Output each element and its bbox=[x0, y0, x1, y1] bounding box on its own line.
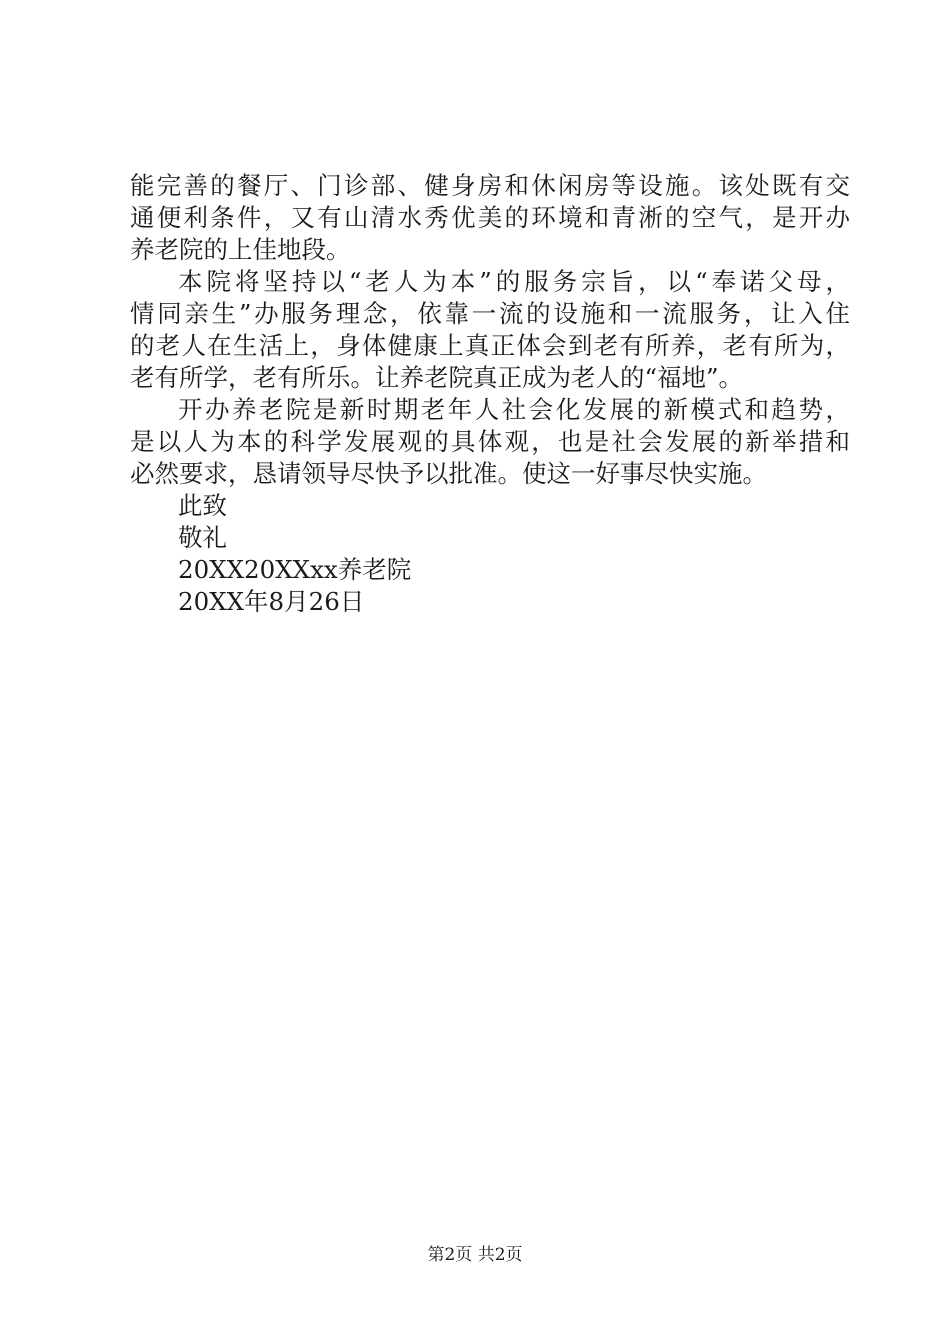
signature-organization: 20XX20XXxx养老院 bbox=[178, 555, 412, 584]
signature-date: 20XX年8月26日 bbox=[178, 587, 365, 616]
page-number-footer: 第2页 共2页 bbox=[427, 1245, 523, 1265]
body-line-4: 本院将坚持以“老人为本”的服务宗旨，以“奉诺父母， bbox=[178, 267, 850, 296]
body-line-8: 开办养老院是新时期老年人社会化发展的新模式和趋势， bbox=[178, 395, 850, 424]
body-line-9: 是以人为本的科学发展观的具体观，也是社会发展的新举措和 bbox=[130, 427, 850, 456]
body-line-1: 能完善的餐厅、门诊部、健身房和休闲房等设施。该处既有交 bbox=[130, 171, 850, 200]
closing-salutation: 此致 bbox=[178, 491, 227, 520]
body-line-7: 老有所学，老有所乐。让养老院真正成为老人的“福地”。 bbox=[130, 363, 744, 392]
body-line-3: 养老院的上佳地段。 bbox=[130, 235, 351, 264]
body-line-2: 通便利条件，又有山清水秀优美的环境和青淅的空气，是开办 bbox=[130, 203, 850, 232]
body-line-6: 的老人在生活上，身体健康上真正体会到老有所养，老有所为， bbox=[130, 331, 850, 360]
body-line-10: 必然要求，恳请领导尽快予以批准。使这一好事尽快实施。 bbox=[130, 459, 767, 488]
closing-regards: 敬礼 bbox=[178, 523, 227, 552]
body-line-5: 情同亲生”办服务理念，依靠一流的设施和一流服务，让入住 bbox=[130, 299, 850, 328]
letter-body bbox=[130, 170, 850, 618]
